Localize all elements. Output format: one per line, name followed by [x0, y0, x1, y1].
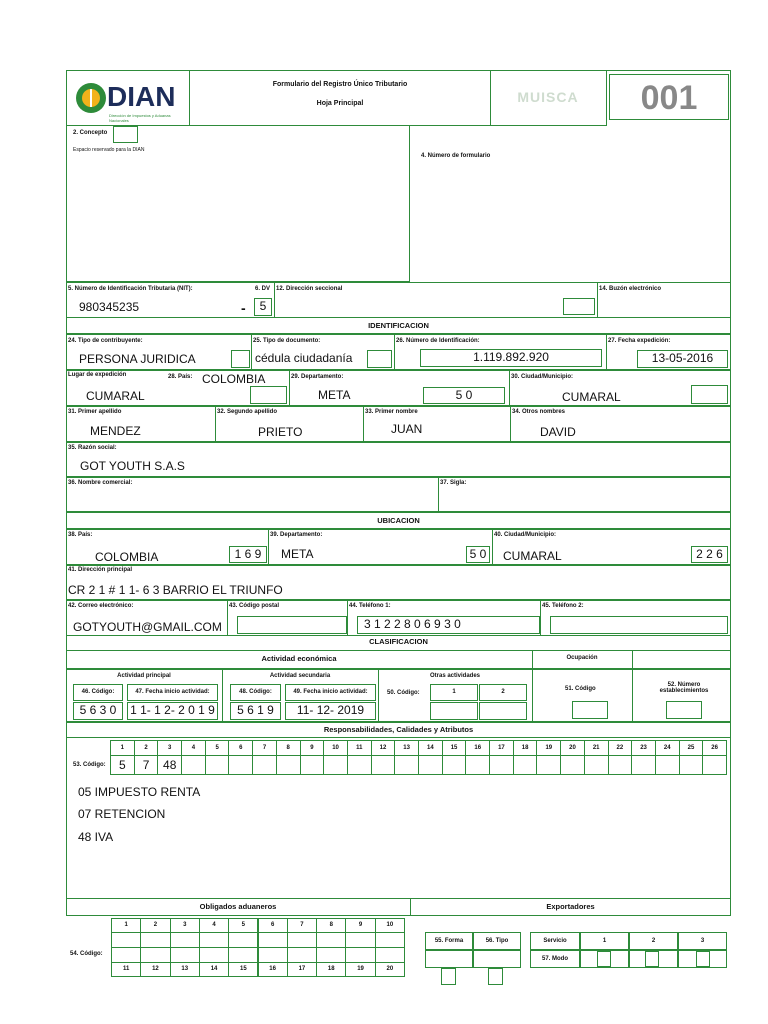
act-div-3	[532, 669, 533, 722]
ubic-depto-code[interactable]: 5 0	[466, 546, 490, 563]
resp-number: 14	[418, 740, 443, 756]
aduana-code-cell[interactable]	[170, 947, 200, 963]
ciudad-exp-label: 30. Ciudad/Municipio:	[511, 374, 574, 380]
aduana-number-bottom: 16	[258, 962, 288, 977]
resp-code-cell[interactable]	[513, 755, 538, 775]
aduana-code-cell[interactable]	[258, 947, 288, 963]
aduana-code-cell[interactable]	[345, 947, 375, 963]
aduana-code-cell[interactable]	[287, 932, 317, 948]
lugar-exp-value: CUMARAL	[86, 389, 145, 403]
aduana-number-bottom: 15	[228, 962, 258, 977]
numero-id-value[interactable]: 1.119.892.920	[420, 349, 602, 367]
header-logo-box	[66, 70, 190, 126]
tipo-checkbox[interactable]	[488, 968, 503, 985]
fecha47-label: 47. Fecha inicio actividad:	[127, 684, 218, 701]
aduana-code-cell[interactable]	[170, 932, 200, 948]
depto-exp-label: 29. Departamento:	[291, 374, 344, 380]
contacto-divider-2	[347, 600, 348, 636]
otras-2: 2	[479, 684, 527, 701]
aduana-code-cell[interactable]	[111, 947, 141, 963]
otras-2-input[interactable]	[479, 702, 527, 720]
numero-formulario-label: 4. Número de formulario	[421, 153, 491, 159]
depto-exp-value: META	[318, 388, 351, 402]
ident-divider-5	[509, 370, 510, 406]
resp-code-cell[interactable]: 48	[157, 755, 182, 775]
fecha49-value[interactable]: 11- 12- 2019	[285, 702, 376, 720]
ubic-ciudad-value: CUMARAL	[503, 549, 562, 563]
aduana-number-top: 3	[170, 918, 200, 933]
resp-number: 21	[584, 740, 609, 756]
sigla-divider	[438, 477, 439, 512]
ident-divider-4	[289, 370, 290, 406]
resp-code-cell[interactable]	[418, 755, 443, 775]
secundaria-title: Actividad secundaria	[269, 673, 331, 679]
apellido2-label: 32. Segundo apellido	[217, 409, 278, 415]
aduana-code-cell[interactable]	[199, 947, 229, 963]
depto-exp-code[interactable]: 5 0	[423, 387, 505, 404]
muisca-seal: MUISCA	[517, 89, 579, 105]
modo-checkbox-2[interactable]	[645, 951, 659, 967]
aduana-code-cell[interactable]	[111, 932, 141, 948]
otras-1-input[interactable]	[430, 702, 478, 720]
aduana-code-cell[interactable]	[316, 947, 346, 963]
form-title: Formulario del Registro Único Tributario	[272, 81, 408, 88]
aduana-code-cell[interactable]	[199, 932, 229, 948]
fecha-exp-label: 27. Fecha expedición:	[608, 338, 671, 344]
logo-tagline: Dirección de Impuestos y Aduanas Nacionales	[109, 113, 171, 123]
aduana-code-cell[interactable]	[316, 932, 346, 948]
ident-row-2	[66, 370, 731, 406]
resp-number: 24	[655, 740, 680, 756]
resp-code-cell[interactable]	[631, 755, 656, 775]
codigo46-value[interactable]: 5 6 3 0	[73, 702, 123, 720]
resp-code-cell[interactable]	[205, 755, 230, 775]
resp-number: 13	[394, 740, 419, 756]
resp-code-cell[interactable]	[702, 755, 727, 775]
aduana-code-cell[interactable]	[375, 947, 405, 963]
ocupacion-title: Ocupación	[566, 655, 598, 661]
resp-number: 6	[228, 740, 253, 756]
resp-number: 4	[181, 740, 206, 756]
resp-number: 19	[536, 740, 561, 756]
ubic-row-1	[66, 529, 731, 565]
pais-exp-value: COLOMBIA	[202, 372, 266, 386]
tel1-value[interactable]: 3 1 2 2 8 0 6 9 3 0	[357, 616, 540, 634]
resp-number: 26	[702, 740, 727, 756]
fecha49-label: 49. Fecha inicio actividad:	[285, 684, 376, 701]
aduana-number-top: 5	[228, 918, 258, 933]
resp-code-cell[interactable]	[442, 755, 467, 775]
forma-checkbox[interactable]	[441, 968, 456, 985]
dv-value[interactable]: 5	[254, 298, 272, 316]
clasificacion-title: CLASIFICACION	[369, 637, 428, 646]
resp-code-cell[interactable]	[560, 755, 585, 775]
apellido1-label: 31. Primer apellido	[68, 409, 122, 415]
resp-number: 5	[205, 740, 230, 756]
forma-label: 55. Forma	[425, 932, 473, 950]
resp-number: 1	[110, 740, 135, 756]
resp-number: 2	[134, 740, 159, 756]
ubic-divider-2	[492, 529, 493, 565]
nombre1-value: JUAN	[391, 422, 423, 436]
aduana-code-cell[interactable]	[228, 932, 258, 948]
form-number-box	[609, 74, 729, 120]
aduana-code-cell[interactable]	[140, 947, 170, 963]
codigo46-label: 46. Código:	[73, 684, 123, 701]
aduana-number-bottom: 17	[287, 962, 317, 977]
seccional-input[interactable]	[563, 298, 595, 315]
ident-divider-6	[215, 406, 216, 442]
identificacion-title: IDENTIFICACION	[66, 317, 731, 334]
header-title-box	[189, 70, 491, 126]
resp-code-cell[interactable]	[489, 755, 514, 775]
actividad-title: Actividad económica	[261, 654, 337, 663]
nombre2-value: DAVID	[540, 425, 576, 439]
concepto-input[interactable]	[113, 126, 138, 143]
tipo-label: 56. Tipo	[473, 932, 521, 950]
tipo-documento-label: 25. Tipo de documento:	[253, 338, 321, 344]
tipo-documento-value: cédula ciudadanía	[255, 351, 353, 365]
resp-line-3: 48 IVA	[78, 830, 114, 844]
aduana-number-top: 7	[287, 918, 317, 933]
tipo-empty	[473, 950, 521, 968]
contacto-divider-3	[540, 600, 541, 636]
aduana-code-cell[interactable]	[228, 947, 258, 963]
codigo51-input[interactable]	[572, 701, 608, 719]
pais-exp-box[interactable]	[250, 386, 287, 404]
tipo-contribuyente-label: 24. Tipo de contribuyente:	[68, 338, 143, 344]
resp-number: 10	[323, 740, 348, 756]
resp-number: 15	[442, 740, 467, 756]
resp-number: 20	[560, 740, 585, 756]
exportadores-title: Exportadores	[546, 902, 595, 911]
resp-number: 16	[465, 740, 490, 756]
codigo48-value[interactable]: 5 6 1 9	[230, 702, 281, 720]
ubic-ciudad-label: 40. Ciudad/Municipio:	[494, 532, 557, 538]
buzon-label: 14. Buzón electrónico	[599, 286, 662, 292]
resp-code-cell[interactable]	[465, 755, 490, 775]
codigo53-label: 53. Código:	[73, 762, 106, 768]
resp-number: 11	[347, 740, 372, 756]
header-seal-box	[490, 70, 607, 126]
form-subtitle: Hoja Principal	[316, 100, 364, 107]
resp-line-1: 05 IMPUESTO RENTA	[78, 785, 201, 799]
resp-number: 3	[157, 740, 182, 756]
seccional-divider	[274, 282, 275, 318]
aduana-number-bottom: 14	[199, 962, 229, 977]
resp-code-cell[interactable]: 5	[110, 755, 135, 775]
ubic-depto-value: META	[281, 547, 314, 561]
ident-divider-7	[363, 406, 364, 442]
resp-line-2: 07 RETENCION	[78, 807, 166, 821]
ubic-depto-label: 39. Departamento:	[270, 532, 323, 538]
resp-code-cell[interactable]	[228, 755, 253, 775]
servicio-label: Servicio	[530, 932, 580, 950]
establecimientos-input[interactable]	[666, 701, 702, 719]
comercial-row	[66, 477, 731, 512]
aduana-number-bottom: 20	[375, 962, 405, 977]
aduana-number-top: 4	[199, 918, 229, 933]
dian-logo-icon	[75, 81, 107, 115]
ubic-divider-1	[268, 529, 269, 565]
apellido2-value: PRIETO	[258, 425, 303, 439]
resp-code-cell[interactable]	[347, 755, 372, 775]
razon-value: GOT YOUTH S.A.S	[80, 459, 185, 473]
tipo-contribuyente-box[interactable]	[231, 350, 250, 368]
fecha-exp-value[interactable]: 13-05-2016	[637, 350, 728, 368]
obligados-title: Obligados aduaneros	[199, 902, 277, 911]
modo-label: 57. Modo	[530, 950, 580, 968]
resp-code-cell[interactable]	[252, 755, 277, 775]
aduana-code-cell[interactable]	[345, 932, 375, 948]
aduana-number-bottom: 18	[316, 962, 346, 977]
sigla-label: 37. Sigla:	[440, 480, 467, 486]
numero-id-label: 26. Número de Identificación:	[396, 338, 480, 344]
direccion-label: 41. Dirección principal	[68, 567, 133, 573]
ubic-pais-code[interactable]: 1 6 9	[229, 546, 267, 563]
tipo-contribuyente-value: PERSONA JURIDICA	[79, 352, 196, 366]
direccion-value: CR 2 1 # 1 1- 6 3 BARRIO EL TRIUNFO	[68, 583, 283, 597]
codigo48-label: 48. Código:	[230, 684, 281, 701]
nombre2-label: 34. Otros nombres	[512, 409, 566, 415]
reserved-label: Espacio reservado para la DIAN	[73, 147, 145, 153]
resp-code-cell[interactable]	[584, 755, 609, 775]
resp-number: 17	[489, 740, 514, 756]
resp-code-cell[interactable]: 7	[134, 755, 159, 775]
ciudad-exp-box[interactable]	[691, 385, 728, 404]
resp-number: 9	[300, 740, 325, 756]
codigo54-label: 54. Código:	[70, 951, 103, 957]
apellido1-value: MENDEZ	[90, 424, 141, 438]
aduana-code-cell[interactable]	[375, 932, 405, 948]
ident-divider-8	[510, 406, 511, 442]
concepto-label: 2. Concepto	[73, 130, 108, 136]
servicio-num-2: 2	[629, 932, 678, 950]
resp-code-cell[interactable]	[300, 755, 325, 775]
pais-exp-label: 28. País:	[168, 374, 193, 380]
aduana-number-top: 2	[140, 918, 170, 933]
ident-divider-3	[606, 334, 607, 370]
aduana-number-bottom: 19	[345, 962, 375, 977]
principal-title: Actividad principal	[117, 673, 171, 679]
nombre1-label: 33. Primer nombre	[365, 409, 418, 415]
resp-number: 18	[513, 740, 538, 756]
ubicacion-title: UBICACION	[66, 512, 731, 529]
ubic-pais-label: 38. País:	[68, 532, 93, 538]
resp-code-cell[interactable]	[394, 755, 419, 775]
ubic-pais-value: COLOMBIA	[95, 550, 159, 564]
tel1-label: 44. Teléfono 1:	[349, 603, 391, 609]
razon-label: 35. Razón social:	[68, 445, 117, 451]
resp-number: 12	[371, 740, 396, 756]
resp-code-cell[interactable]	[679, 755, 704, 775]
modo-checkbox-1[interactable]	[597, 951, 611, 967]
otras-title: Otras actividades	[429, 673, 481, 679]
otras-1: 1	[430, 684, 478, 701]
codigo50-label: 50. Código:	[387, 690, 420, 696]
resp-code-cell[interactable]	[371, 755, 396, 775]
resp-code-cell[interactable]	[536, 755, 561, 775]
form-number: 001	[640, 79, 698, 117]
aduana-number-top: 10	[375, 918, 405, 933]
resp-number: 22	[608, 740, 633, 756]
resp-number: 7	[252, 740, 277, 756]
tel2-input[interactable]	[550, 616, 728, 634]
forma-empty	[425, 950, 473, 968]
correo-label: 42. Correo electrónico:	[68, 603, 134, 609]
responsabilidades-title: Responsabilidades, Calidades y Atributos	[66, 722, 731, 738]
tipo-documento-box[interactable]	[367, 350, 392, 368]
resp-number: 25	[679, 740, 704, 756]
resp-code-cell[interactable]	[655, 755, 680, 775]
correo-value: GOTYOUTH@GMAIL.COM	[73, 620, 222, 634]
ident-divider-2	[394, 334, 395, 370]
aduana-number-bottom: 11	[111, 962, 141, 977]
resp-code-cell[interactable]	[323, 755, 348, 775]
aduana-code-cell[interactable]	[287, 947, 317, 963]
fecha47-value[interactable]: 1 1- 1 2- 2 0 1 9	[127, 702, 218, 720]
act-div-4	[632, 669, 633, 722]
dv-dash: -	[241, 300, 246, 316]
servicio-num-3: 3	[678, 932, 727, 950]
aduana-code-cell[interactable]	[140, 932, 170, 948]
ciudad-exp-value: CUMARAL	[562, 390, 621, 404]
postal-input[interactable]	[237, 616, 347, 634]
aduana-number-bottom: 12	[140, 962, 170, 977]
dv-label: 6. DV	[255, 286, 271, 292]
aduana-code-cell[interactable]	[258, 932, 288, 948]
buzon-divider	[597, 282, 598, 318]
ident-divider-1	[251, 334, 252, 370]
resp-number: 23	[631, 740, 656, 756]
ocup-divider-b	[632, 650, 633, 669]
aduana-number-top: 8	[316, 918, 346, 933]
resp-code-cell[interactable]	[608, 755, 633, 775]
codigo51-label: 51. Código	[565, 686, 596, 692]
aduana-number-top: 9	[345, 918, 375, 933]
nit-value: 980345235	[79, 300, 140, 314]
resp-code-cell[interactable]	[276, 755, 301, 775]
servicio-num-1: 1	[580, 932, 629, 950]
postal-label: 43. Código postal	[229, 603, 280, 609]
establecimientos-label: 52. Número establecimientos	[659, 682, 709, 694]
aduana-grid	[111, 918, 404, 978]
contacto-divider-1	[227, 600, 228, 636]
ubic-ciudad-code[interactable]: 2 2 6	[691, 546, 728, 563]
aduana-number-top: 1	[111, 918, 141, 933]
lugar-exp-label: Lugar de expedición	[68, 372, 127, 378]
aduana-number-top: 6	[258, 918, 288, 933]
comercial-label: 36. Nombre comercial:	[68, 480, 133, 486]
nit-label: 5. Número de Identificación Tributaria (NIT):	[68, 286, 193, 292]
resp-code-cell[interactable]	[181, 755, 206, 775]
resp-number: 8	[276, 740, 301, 756]
direccion-seccional-label: 12. Dirección seccional	[276, 286, 343, 292]
aduana-number-bottom: 13	[170, 962, 200, 977]
tel2-label: 45. Teléfono 2:	[542, 603, 584, 609]
logo-text: DIAN	[107, 81, 176, 112]
modo-checkbox-3[interactable]	[696, 951, 710, 967]
resp-numbers-row	[110, 740, 726, 776]
